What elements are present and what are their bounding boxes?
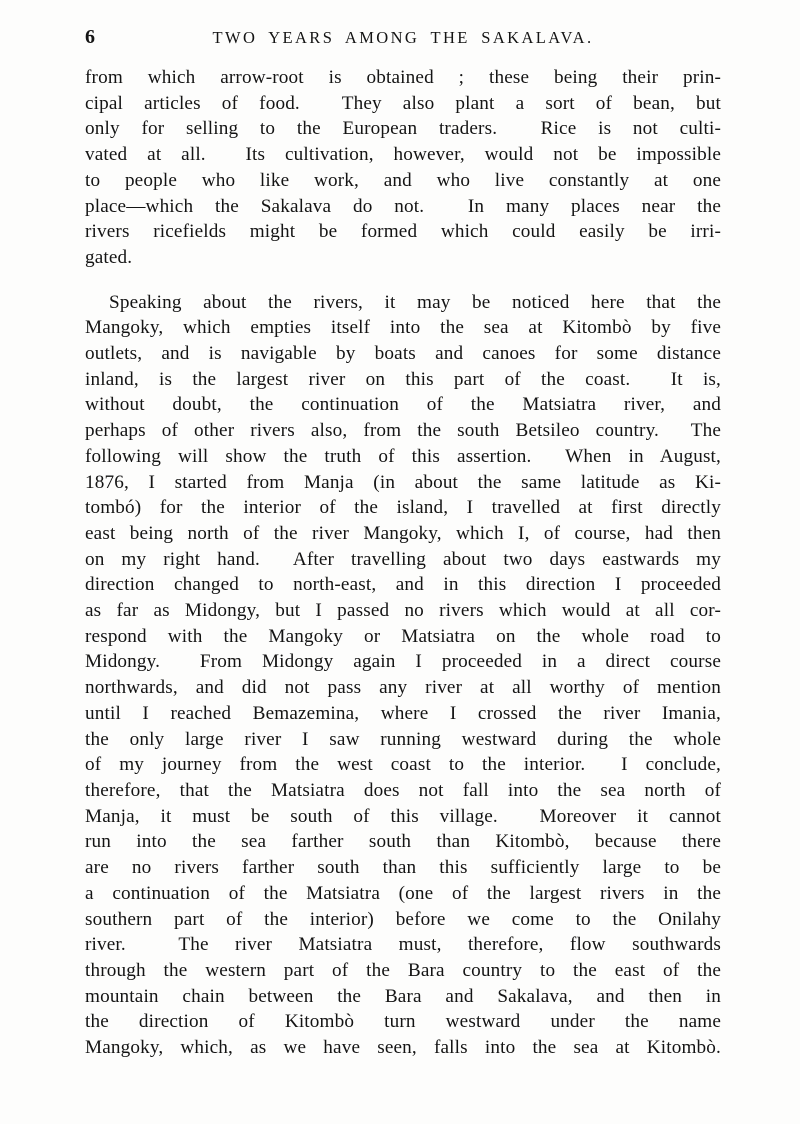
text-line: without doubt, the continuation of the Matsiatra river, and: [85, 394, 721, 416]
text-line: Speaking about the rivers, it may be noticed here that the: [109, 291, 721, 313]
text-line: until I reached Bemazemina, where I crossed the river Imania,: [85, 702, 721, 724]
paragraph-2: [85, 290, 721, 1061]
text-line: respond with the Mangoky or Matsiatra on the whole road to: [85, 625, 721, 647]
text-line: the direction of Kitombò turn westward under the name: [85, 1011, 721, 1033]
text-line: Manja, it must be south of this village. Moreover it cannot: [85, 805, 721, 827]
text-line: tombó) for the interior of the island, I travelled at first directly: [85, 497, 721, 519]
text-line: Mangoky, which, as we have seen, falls into the sea at Kitombò.: [85, 1037, 721, 1059]
text-line: vated at all. Its cultivation, however, would not be impossible: [85, 144, 721, 166]
text-line: inland, is the largest river on this part of the coast. It is,: [85, 368, 721, 390]
text-line: southern part of the interior) before we come to the Onilahy: [85, 908, 721, 930]
page-header: [85, 26, 721, 52]
paragraph-1: [85, 65, 721, 271]
text-line: 1876, I started from Manja (in about the same latitude as Ki-: [85, 471, 721, 493]
text-line: on my right hand. After travelling about two days eastwards my: [85, 548, 721, 570]
text-line: northwards, and did not pass any river at all worthy of mention: [85, 677, 721, 699]
running-title: TWO YEARS AMONG THE SAKALAVA.: [212, 28, 594, 47]
text-line: Mangoky, which empties itself into the sea at Kitombò by five: [85, 317, 721, 339]
text-line: gated.: [85, 246, 133, 268]
text-line: perhaps of other rivers also, from the south Betsileo country. The: [85, 420, 721, 442]
text-line: are no rivers farther south than this sufficiently large to be: [85, 857, 721, 879]
text-line: rivers ricefields might be formed which could easily be irri-: [85, 221, 721, 243]
text-line: as far as Midongy, but I passed no rivers which would at all cor-: [85, 600, 721, 622]
text-line: place—which the Sakalava do not. In many places near the: [85, 195, 721, 217]
text-line: river. The river Matsiatra must, therefore, flow southwards: [85, 934, 721, 956]
text-line: direction changed to north-east, and in this direction I proceeded: [85, 574, 721, 596]
text-line: run into the sea farther south than Kitombò, because there: [85, 831, 721, 853]
text-line: mountain chain between the Bara and Sakalava, and then in: [85, 985, 721, 1007]
text-line: cipal articles of food. They also plant a sort of bean, but: [85, 92, 721, 114]
text-line: a continuation of the Matsiatra (one of the largest rivers in the: [85, 882, 721, 904]
text-line: through the western part of the Bara country to the east of the: [85, 959, 721, 981]
text-line: to people who like work, and who live constantly at one: [85, 169, 721, 191]
text-line: from which arrow-root is obtained ; these being their prin-: [85, 67, 721, 88]
text-line: outlets, and is navigable by boats and canoes for some distance: [85, 343, 721, 365]
text-line: following will show the truth of this assertion. When in August,: [85, 445, 721, 467]
text-line: therefore, that the Matsiatra does not fall into the sea north of: [85, 779, 721, 801]
text-line: Midongy. From Midongy again I proceeded in a direct course: [85, 651, 721, 673]
text-line: of my journey from the west coast to the interior. I conclude,: [85, 754, 721, 776]
page-text: [85, 65, 721, 1061]
text-line: east being north of the river Mangoky, which I, of course, had then: [85, 522, 721, 544]
page-number: 6: [85, 26, 96, 48]
text-line: the only large river I saw running westward during the whole: [85, 728, 721, 750]
text-line: only for selling to the European traders. Rice is not culti-: [85, 118, 721, 140]
